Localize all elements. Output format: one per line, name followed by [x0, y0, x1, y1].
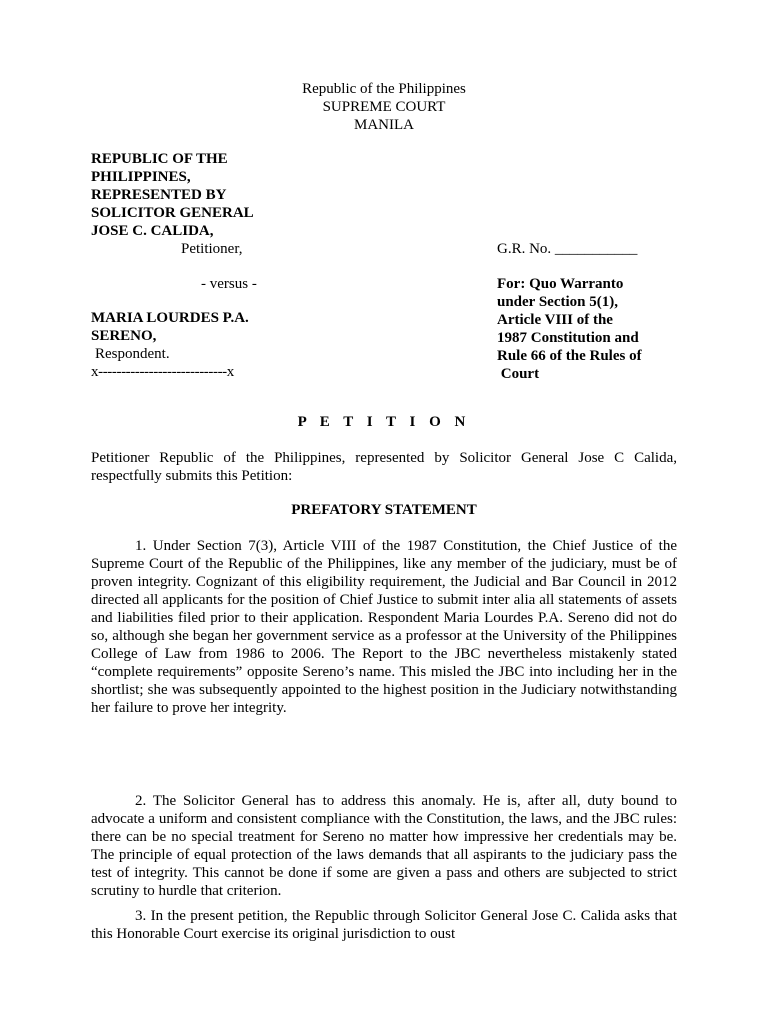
paragraph-3: [91, 907, 677, 943]
intro-text: Petitioner Republic of the Philippines, represented by Solicitor General Jose C Calida, respectfully submits this Petition:: [91, 450, 677, 484]
for-line: Rule 66 of the Rules of: [497, 348, 642, 364]
paragraph-text: 3. In the present petition, the Republic through Solicitor General Jose C. Calida asks that this Honorable Court exercise its original jurisdiction to oust: [91, 908, 677, 942]
for-line: Article VIII of the: [497, 312, 613, 328]
versus-label: - versus -: [201, 276, 257, 292]
for-line: under Section 5(1),: [497, 294, 618, 310]
header-manila: MANILA: [354, 117, 414, 133]
petition-title: P E T I T I O N: [297, 414, 471, 430]
header-supreme-court: SUPREME COURT: [322, 99, 446, 115]
paragraph-2: [91, 792, 677, 900]
court-header: [0, 80, 768, 134]
header-republic: Republic of the Philippines: [302, 81, 466, 97]
for-line: 1987 Constitution and: [497, 330, 639, 346]
paragraph-1: [91, 537, 677, 717]
petitioner-line: REPUBLIC OF THE: [91, 151, 228, 167]
respondent-role: Respondent.: [95, 346, 170, 362]
petitioner-line: SOLICITOR GENERAL: [91, 205, 254, 221]
respondent-line: MARIA LOURDES P.A.: [91, 310, 249, 326]
petitioner-role: Petitioner,: [181, 241, 243, 257]
for-line: For: Quo Warranto: [497, 276, 624, 292]
gr-number: G.R. No. ___________: [497, 241, 638, 257]
petitioner-line: REPRESENTED BY: [91, 187, 227, 203]
paragraph-text: 2. The Solicitor General has to address this anomaly. He is, after all, duty bound to advocate a uniform and consistent compliance with the Constitution, the laws, and the JBC rules: there can be no special treatment for Sereno no matter how impressive her credentials may be. The principle of equal protection of the laws demands that all aspirants to the judiciary pass the test of integrity. This cannot be done if some are given a pass and others are subjected to strict scrutiny to hurdle that criterion.: [91, 793, 677, 899]
for-line: Court: [497, 366, 540, 382]
petitioner-line: PHILIPPINES,: [91, 169, 191, 185]
respondent-line: SERENO,: [91, 328, 157, 344]
section-heading: PREFATORY STATEMENT: [291, 502, 477, 518]
paragraph-text: 1. Under Section 7(3), Article VIII of the 1987 Constitution, the Chief Justice of the Supreme Court of the Republic of the Philippines, like any member of the judiciary, must be of proven integrity. Cognizant of this eligibility requirement, the Judicial and Bar Council in 2012 directed all applicants for the position of Chief Justice to submit inter alia all statements of assets and liabilities filed prior to their application. Respondent Maria Lourdes P.A. Sereno did not do so, although she began her government service as a professor at the University of the Philippines College of Law from 1986 to 2006. The Report to the JBC nevertheless mistakenly stated “complete requirements” opposite Sereno’s name. This misled the JBC into including her in the shortlist; she was subsequently appointed to the highest position in the Judiciary notwithstanding her failure to prove her integrity.: [91, 538, 677, 716]
caption-divider: x----------------------------x: [91, 364, 234, 380]
intro-paragraph: [91, 449, 677, 485]
petitioner-line: JOSE C. CALIDA,: [91, 223, 214, 239]
